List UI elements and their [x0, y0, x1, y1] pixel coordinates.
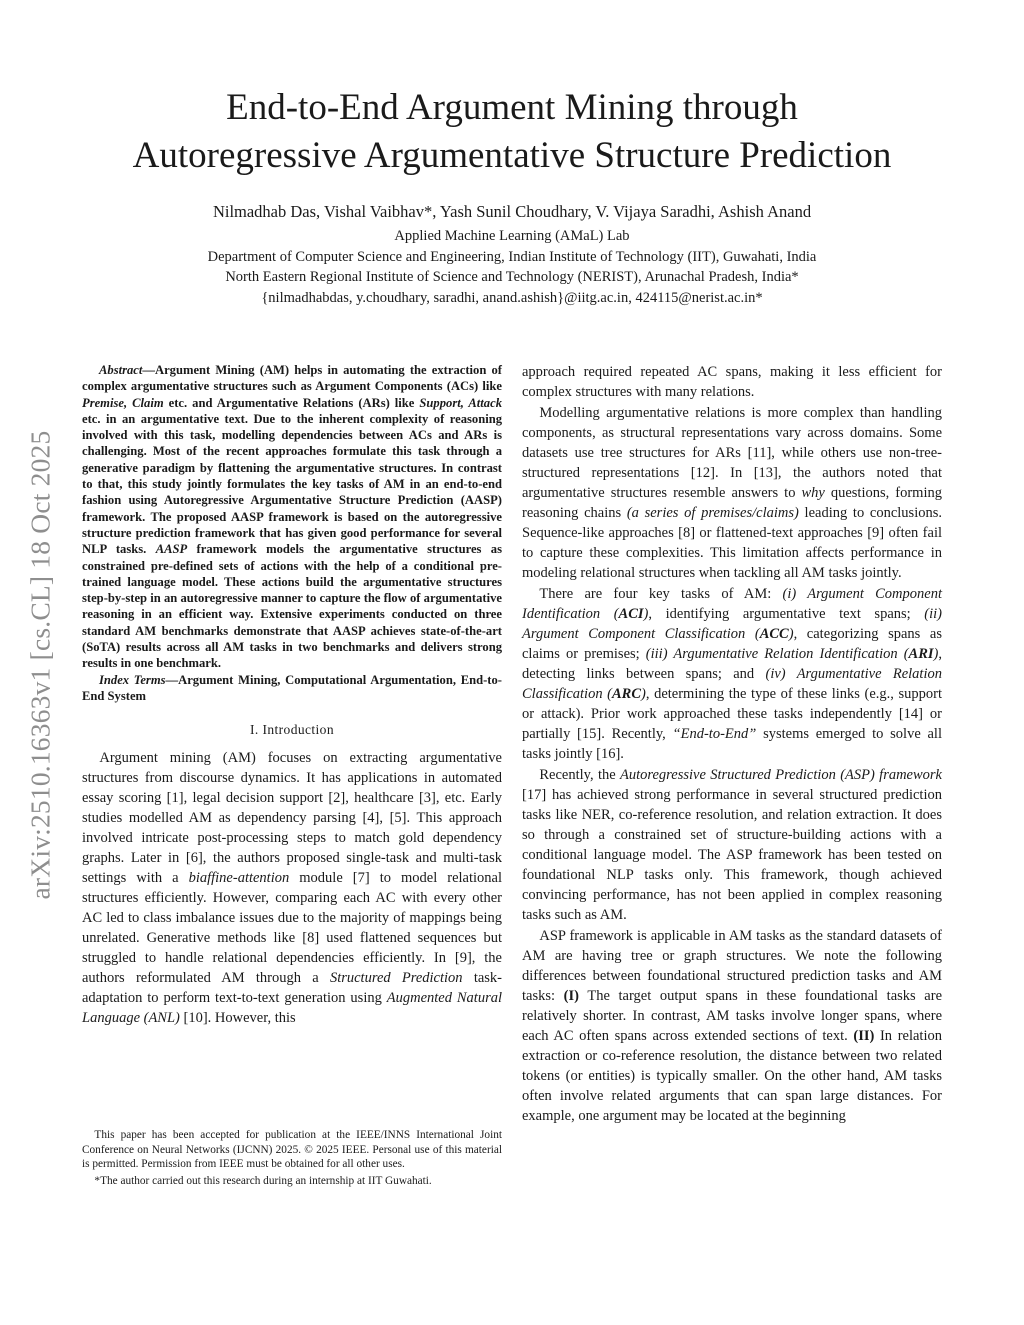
introduction-body-left [82, 748, 502, 1028]
introduction-body-right [522, 362, 942, 1126]
section-heading-introduction: I. Introduction [250, 722, 334, 738]
footnote-copyright: This paper has been accepted for publication at the IEEE/INNS International Joint Conference on Neural Networks (IJCNN) 2025. © 2025 IEEE. Personal use of this material is permitted. Permission from IEEE must be obtained for all other uses. [82, 1129, 502, 1170]
paragraph: ASP framework is applicable in AM tasks as the standard datasets of AM are having tree or graph structures. We note the following differences between foundational structured prediction tasks and AM tasks: (I) The target output spans in these foundational tasks are relatively shorter. In contrast, AM tasks involve longer spans, where each AC often spans across extended sections of text. (II) In relation extraction or co-reference resolution, the distance between two related tokens (or entities) is typically smaller. On the other hand, AM tasks often involve related arguments that can span large distances. For example, one argument may be located at the beginning [522, 928, 943, 1124]
arxiv-sidebar [18, 370, 62, 960]
index-terms [82, 672, 502, 705]
paragraph: Recently, the Autoregressive Structured Prediction (ASP) framework [17] has achieved strong performance in several structured prediction tasks like NER, co-reference resolution, and relation extraction. It does so through a constrained set of structure-building actions with a conditional language model. The ASP framework has been tested on foundational NLP tasks only. This framework, though achieved convincing performance, has not been applied in complex reasoning tasks such as AM. [522, 767, 942, 923]
paragraph: approach required repeated AC spans, making it less efficient for complex structures with many relations. [522, 364, 942, 400]
author-emails: {nilmadhabdas, y.choudhary, saradhi, anand.ashish}@iitg.ac.in, 424115@nerist.ac.in* [261, 289, 763, 306]
paragraph: There are four key tasks of AM: (i) Argument Component Identification (ACI), identifying argumentative text spans; (ii) Argument Component Classification (ACC), categorizing spans as claims or premises; (iii) Argumentative Relation Identification (ARI), detecting links between spans; and (iv) Argumentative Relation Classification (ARC), determining the type of these links (e.g., support or attack). Prior work approached these tasks independently [14] or partially [15]. Recently, “End-to-End” systems emerged to solve all tasks jointly [16]. [522, 586, 942, 762]
abstract-emphasis: Support, Attack [419, 395, 502, 410]
abstract-text: —Argument Mining (AM) helps in automating the extraction of complex argumentative structures such as Argument Components (ACs) like [82, 363, 502, 394]
abstract-text: etc. in an argumentative text. Due to the inherent complexity of reasoning involved with this task, modelling dependencies between ACs and ARs is challenging. Most of the recent approaches formulate this task through a generative paradigm by flattening the argumentative structures. In contrast to that, this study jointly formulates the key tasks of AM in an end-to-end fashion using Autoregressive Argumentative Structure Prediction (AASP) framework. The proposed AASP framework is based on the autoregressive structure prediction framework that has given good performance for several NLP tasks. [82, 411, 502, 557]
title-line-1: End-to-End Argument Mining through [226, 87, 798, 128]
abstract-text: framework models the argumentative structures as constrained pre-defined sets of actions with the help of a conditional pre-trained language model. These actions build the argumentative structures step-by-step in an autoregressive manner to capture the flow of argumentative reasoning in an efficient way. Extensive experiments conducted on three standard AM benchmarks demonstrate that AASP achieves state-of-the-art (SoTA) results across all AM tasks in two benchmarks and delivers strong results in one benchmark. [82, 542, 502, 671]
title-line-2: Autoregressive Argumentative Structure Prediction [132, 135, 892, 176]
abstract-text: etc. and Argumentative Relations (ARs) like [163, 395, 420, 410]
footnotes [82, 1128, 502, 1188]
abstract [82, 362, 502, 704]
index-terms-text: —Argument Mining, Computational Argumentation, End-to-End System [82, 672, 502, 703]
left-column [82, 362, 502, 1028]
arxiv-identifier: arXiv:2510.16363v1 [cs.CL] 18 Oct 2025 [24, 430, 55, 900]
index-terms-label: Index Terms [99, 672, 166, 687]
author-list: Nilmadhab Das, Vishal Vaibhav*, Yash Sunil Choudhary, V. Vijaya Saradhi, Ashish Anand [212, 202, 812, 221]
affiliations [60, 226, 964, 308]
abstract-emphasis: Premise, Claim [82, 395, 164, 410]
abstract-label: Abstract [99, 363, 143, 377]
paragraph: Argument mining (AM) focuses on extracting argumentative structures from discourse dynamics. It has applications in automated essay scoring [1], legal decision support [2], healthcare [3], etc. Early studies modelled AM as dependency parsing [4], [5]. This approach involved intricate post-processing steps to match gold dependency graphs. Later in [6], the authors proposed single-task and multi-task settings with a biaffine-attention module [7] to model relational structures efficiently. However, comparing each AC with every other AC led to class imbalance issues due to the majority of mappings being unrelated. Generative methods like [8] used flattened sequences but struggled to handle relational dependencies efficiently. In [9], the authors reformulated AM through a Structured Prediction task-adaptation to perform text-to-text generation using Augmented Natural Language (ANL) [10]. However, this [82, 750, 503, 1027]
affiliation-lab: Applied Machine Learning (AMaL) Lab [394, 228, 630, 244]
paper-title [60, 84, 964, 180]
right-column [522, 362, 942, 1126]
paragraph: Modelling argumentative relations is more complex than handling components, as structural representations vary across domains. Some datasets use tree structures for ARs [11], while others use non-tree-structured representations [12]. In [13], the authors noted that argumentative structures resemble answers to why questions, forming reasoning chains (a series of premises/claims) leading to conclusions. Sequence-like approaches [8] or flattened-text approaches [9] often fail to capture these complexities. This limitation affects performance in modeling relational structures when tackling all AM tasks jointly. [522, 405, 942, 581]
affiliation-iit: Department of Computer Science and Engineering, Indian Institute of Technology (IIT), Guwahati, India [207, 248, 817, 265]
abstract-emphasis: AASP [155, 542, 188, 557]
affiliation-nerist: North Eastern Regional Institute of Science and Technology (NERIST), Arunachal Pradesh, India* [225, 269, 799, 285]
footnote-internship: *The author carried out this research during an internship at IIT Guwahati. [94, 1174, 432, 1187]
